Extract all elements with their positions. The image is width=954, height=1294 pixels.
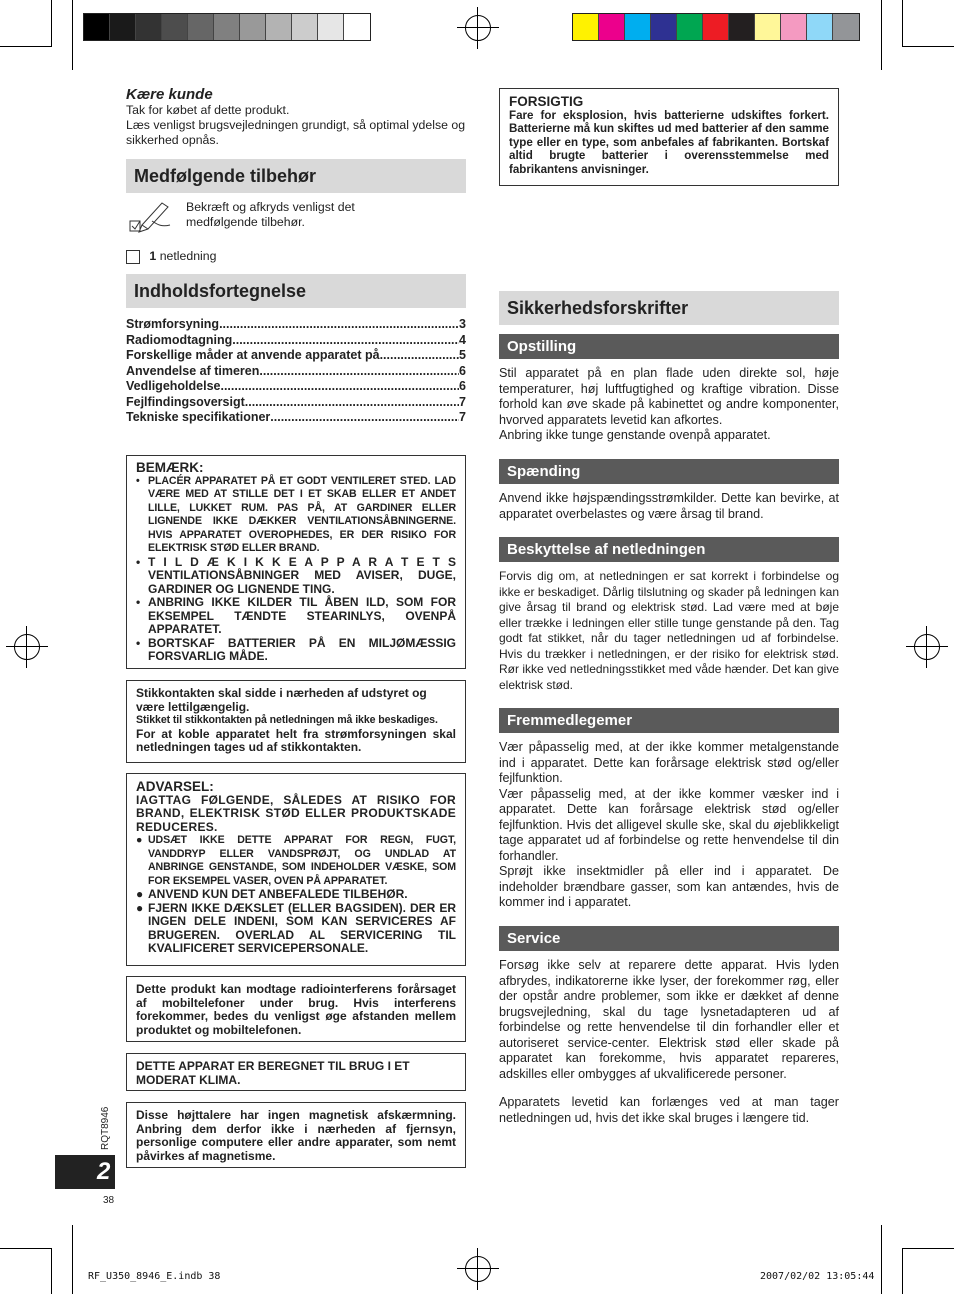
toc-entry-page: 7: [459, 394, 466, 409]
gray-swatch: [136, 14, 162, 40]
color-swatch: [807, 14, 833, 40]
note-bullet-1: • PLACÉR APPARATET PÅ ET GODT VENTILERET STED. LAD VÆRE MED AT STILLE DET I ET SKAB ELLER ET ANDET LILLE, LUKKET RUM. PAS PÅ, AT GARDINER ELLER LIGNENDE IKKE DÆKKER VENTILATIONSÅBNINGERNE. HVIS APPARATET OVEROPHEDES, ER DER RISIKO FOR ELEKTRISK STØD ELLER BRAND.: [136, 474, 456, 554]
safety-section-text: Vær påpasselig med, at der ikke kommer væsker ind i apparatet. Dette kan forårsage elektrisk stød og/eller fejlfunktion. Hvis det alligevel skulle ske, skal du øjeblikkeligt tage apparatet ud af forbindelse og rette henvendelse til din forhandler.: [499, 786, 839, 863]
toc-leader-dots: [232, 333, 459, 349]
accessory-checkbox[interactable]: [126, 250, 140, 264]
accessory-item: [126, 249, 466, 264]
toc-leader-dots: [245, 395, 459, 411]
grayscale-swatch-bar: [83, 13, 371, 41]
gray-swatch: [292, 14, 318, 40]
gray-swatch: [162, 14, 188, 40]
radio-interference-box: Dette produkt kan modtage radiointerferens forårsaget af mobiltelefoner under brug. Hvis interferens forekommer, bedes du venligst øge afstanden mellem produktet og mobiltelefonen.: [126, 976, 466, 1042]
gray-swatch: [84, 14, 110, 40]
color-swatch: [781, 14, 807, 40]
safety-section-text: Forvis dig om, at netledningen er sat korrekt i forbindelse og ikke er beskadiget. Dårlig tilslutning og skader på ledningen kan give årsag til brand og elektrisk stød. Lad være med at bøje eller trække i ledningen eller stille tunge genstande på den. Tag godt fat stikket, når du tager netledningen ud af forbindelse. Hvis du trækker i netledningen, er der risiko for elektrisk stød. Rør ikke ved netledningsstikket med våde hænder. Det kan give elektrisk stød.: [499, 569, 839, 692]
socket-box: [126, 680, 466, 763]
warning-bullet-2: ● ANVEND KUN DET ANBEFALEDE TILBEHØR.: [136, 887, 408, 901]
color-swatch: [677, 14, 703, 40]
color-swatch: [703, 14, 729, 40]
warning-bullet-1: ● UDSÆT IKKE DETTE APPARAT FOR REGN, FUGT, VANDDRYP ELLER VANDSPRØJT, OG UNDLAD AT ANBRINGE GENSTANDE, SOM INDEHOLDER VÆSKE, SOM FOR EKSEMPEL VASER, OVEN PÅ APPARATET.: [136, 834, 456, 887]
toc-leader-dots: [259, 364, 459, 380]
color-swatch: [729, 14, 755, 40]
toc-entry-page: 4: [459, 332, 466, 347]
toc-entry[interactable]: [126, 317, 466, 333]
safety-fremmedlegemer: [499, 708, 839, 911]
safety-section-text: Stil apparatet på en plan flade uden direkte sol, høje temperaturer, høj luftfugtighed og kraftige vibration. Disse forhold kan øve skade på kabinettet og andre komponenter, hvorved apparatets levetid kan afkortes.: [499, 366, 839, 427]
toc-entry[interactable]: [126, 395, 466, 411]
gray-swatch: [344, 14, 370, 40]
toc-list: [126, 317, 466, 426]
accessory-qty: 1: [149, 249, 157, 263]
safety-service: [499, 926, 839, 1126]
toc-leader-dots: [380, 348, 459, 364]
safety-opstilling: [499, 334, 839, 444]
accessory-label: netledning: [159, 249, 217, 263]
document-code: RQT8946: [100, 1106, 111, 1150]
accessories-note: Bekræft og afkryds venligst det medfølgende tilbehør.: [186, 200, 355, 229]
gray-swatch: [214, 14, 240, 40]
toc-leader-dots: [270, 410, 459, 426]
socket-text-2: Stikket til stikkontakten på netledningen må ikke beskadiges.: [136, 714, 438, 726]
toc-entry[interactable]: [126, 348, 466, 364]
note-box: [126, 455, 466, 669]
greeting-title: Kære kunde: [126, 86, 213, 103]
caution-box: [499, 88, 839, 186]
toc-entry[interactable]: [126, 333, 466, 349]
toc-entry-page: 3: [459, 317, 466, 331]
color-swatch: [755, 14, 781, 40]
gray-swatch: [240, 14, 266, 40]
gray-swatch: [188, 14, 214, 40]
toc-entry-page: 6: [459, 363, 466, 378]
footer-file: RF_U350_8946_E.indb 38: [88, 1271, 221, 1282]
toc-entry-title: Fejlfindingsoversigt: [126, 394, 245, 409]
toc-entry-title: Forskellige måder at anvende apparatet på: [126, 348, 380, 362]
page-number: 2: [55, 1155, 115, 1189]
warning-bullet-3: ● FJERN IKKE DÆKSLET (ELLER BAGSIDEN). DER ER INGEN DELE INDENI, SOM KAN SERVICERES AF BRUGEREN. OVERLAD AL SERVICERING TIL KVALIFICERET SERVICEPERSONALE.: [136, 900, 456, 955]
warning-intro: IAGTTAG FØLGENDE, SÅLEDES AT RISIKO FOR BRAND, ELEKTRISK STØD ELLER PRODUKTSKADE REDUCERES.: [136, 792, 456, 834]
safety-section-text: Apparatets levetid kan forlænges ved at man tager netledningen ud, hvis det ikke skal bruges i længere tid.: [499, 1095, 839, 1125]
pen-checkbox-icon: [128, 199, 172, 239]
climate-box: DETTE APPARAT ER BEREGNET TIL BRUG I ET MODERAT KLIMA.: [126, 1053, 466, 1091]
toc-entry-title: Tekniske specifikationer: [126, 410, 271, 424]
toc-entry[interactable]: [126, 364, 466, 380]
color-swatch: [573, 14, 599, 40]
greeting-line-1: Tak for købet af dette produkt.: [126, 103, 290, 117]
safety-section-text: Forsøg ikke selv at reparere dette apparat. Hvis lyden afbrydes, indikatorerne ikke lyser, der forekommer røg, eller der opstår andre problemer, som ikke er dækket af denne brugsvejledning, skal du tage lysnetadapteren ud af forbindelse og rette henvendelse til din forhandler eller et autoriseret service-center. Elektrisk stød eller skade på apparatet kan forekomme, hvis apparatet repareres, adskilles eller ombygges af ukvalificerede personer.: [499, 958, 839, 1081]
footer-datetime: 2007/02/02 13:05:44: [760, 1271, 875, 1282]
note-bullet-2: • T I L D Æ K I K K E A P P A R A T E T S VENTILATIONSÅBNINGER MED AVISER, DUGE, GARDINER OG LIGNENDE TING.: [136, 554, 456, 596]
small-page-number: 38: [103, 1195, 115, 1206]
color-swatch-bar: [572, 13, 860, 41]
gray-swatch: [318, 14, 344, 40]
safety-spaending: [499, 459, 839, 522]
safety-section-title: Opstilling: [499, 334, 839, 359]
toc-entry-title: Radiomodtagning: [126, 332, 233, 347]
socket-text-3: For at koble apparatet helt fra strømforsyningen skal netledningen tages ud af stikkontakten.: [136, 726, 456, 754]
gray-swatch: [110, 14, 136, 40]
registration-mark-right: [914, 634, 940, 660]
warning-label: ADVARSEL:: [136, 779, 214, 794]
toc-entry-title: Anvendelse af timeren: [126, 363, 260, 378]
gray-swatch: [266, 14, 292, 40]
registration-mark-top: [465, 15, 491, 41]
warning-box: [126, 773, 466, 966]
safety-section-text: Sprøjt ikke insektmidler på eller ind i apparatet. De indeholder brændbare gasser, som kan antændes, hvis de kommer ind i apparatet.: [499, 864, 839, 909]
safety-section-text: Anbring ikke tunge genstande ovenpå apparatet.: [499, 428, 771, 442]
note-bullet-4: • BORTSKAF BATTERIER PÅ EN MILJØMÆSSIG FORSVARLIG MÅDE.: [136, 635, 456, 663]
toc-heading: Indholdsfortegnelse: [126, 274, 466, 308]
safety-section-title: Beskyttelse af netledningen: [499, 537, 839, 562]
safety-section-title: Spænding: [499, 459, 839, 484]
toc-entry-page: 5: [459, 348, 466, 362]
color-swatch: [625, 14, 651, 40]
safety-section-text: Vær påpasselig med, at der ikke kommer metalgenstande ind i apparatet. Dette kan forårsage elektrisk stød og/eller fejlfunktion.: [499, 740, 839, 785]
greeting-line-2: Læs venligst brugsvejledningen grundigt, så optimal ydelse og sikkerhed opnås.: [126, 118, 466, 147]
toc-entry-title: Strømforsyning: [126, 317, 220, 331]
color-swatch: [599, 14, 625, 40]
caution-text: Fare for eksplosion, hvis batterierne udskiftes forkert. Batterierne må kun skiftes ud med batterier af den samme type eller en type, som anbefales af fabrikanten. Bortskaf altid brugte batterier i overensstemmelse med fabrikantens anvisninger.: [509, 108, 829, 176]
safety-section-text: Anvend ikke højspændingsstrømkilder. Dette kan bevirke, at apparatet overbelastes og være årsag til brand.: [499, 491, 839, 521]
safety-section-title: Fremmedlegemer: [499, 708, 839, 733]
note-label: BEMÆRK:: [136, 460, 204, 475]
safety-netledning: [499, 537, 839, 693]
color-swatch: [833, 14, 859, 40]
safety-heading: Sikkerhedsforskrifter: [499, 291, 839, 325]
registration-mark-bottom: [465, 1256, 491, 1282]
accessories-heading: Medfølgende tilbehør: [126, 159, 466, 193]
accessories-section: [126, 159, 466, 264]
safety-section: [499, 291, 839, 325]
toc-entry-page: 7: [459, 410, 466, 424]
caution-label: FORSIGTIG: [509, 94, 584, 109]
note-bullet-3: • ANBRING IKKE KILDER TIL ÅBEN ILD, SOM FOR EKSEMPEL TÆNDTE STEARINLYS, OVENPÅ APPARATET.: [136, 595, 456, 636]
color-swatch: [651, 14, 677, 40]
registration-mark-left: [14, 634, 40, 660]
magnet-box: Disse højttalere har ingen magnetisk afskærmning. Anbring dem derfor ikke i nærheden af fjernsyn, personlige computere eller andre apparater, som nemt påvirkes af magnetisme.: [126, 1102, 466, 1168]
greeting-block: [126, 86, 466, 148]
toc-entry[interactable]: [126, 379, 466, 395]
toc-leader-dots: [219, 317, 459, 333]
socket-text-1: Stikkontakten skal sidde i nærheden af udstyret og være lettilgængelig.: [136, 686, 427, 714]
toc-entry[interactable]: [126, 410, 466, 426]
safety-section-title: Service: [499, 926, 839, 951]
toc-entry-page: 6: [459, 379, 466, 393]
toc-leader-dots: [220, 379, 459, 395]
toc-entry-title: Vedligeholdelse: [126, 379, 221, 393]
toc-section: [126, 274, 466, 426]
